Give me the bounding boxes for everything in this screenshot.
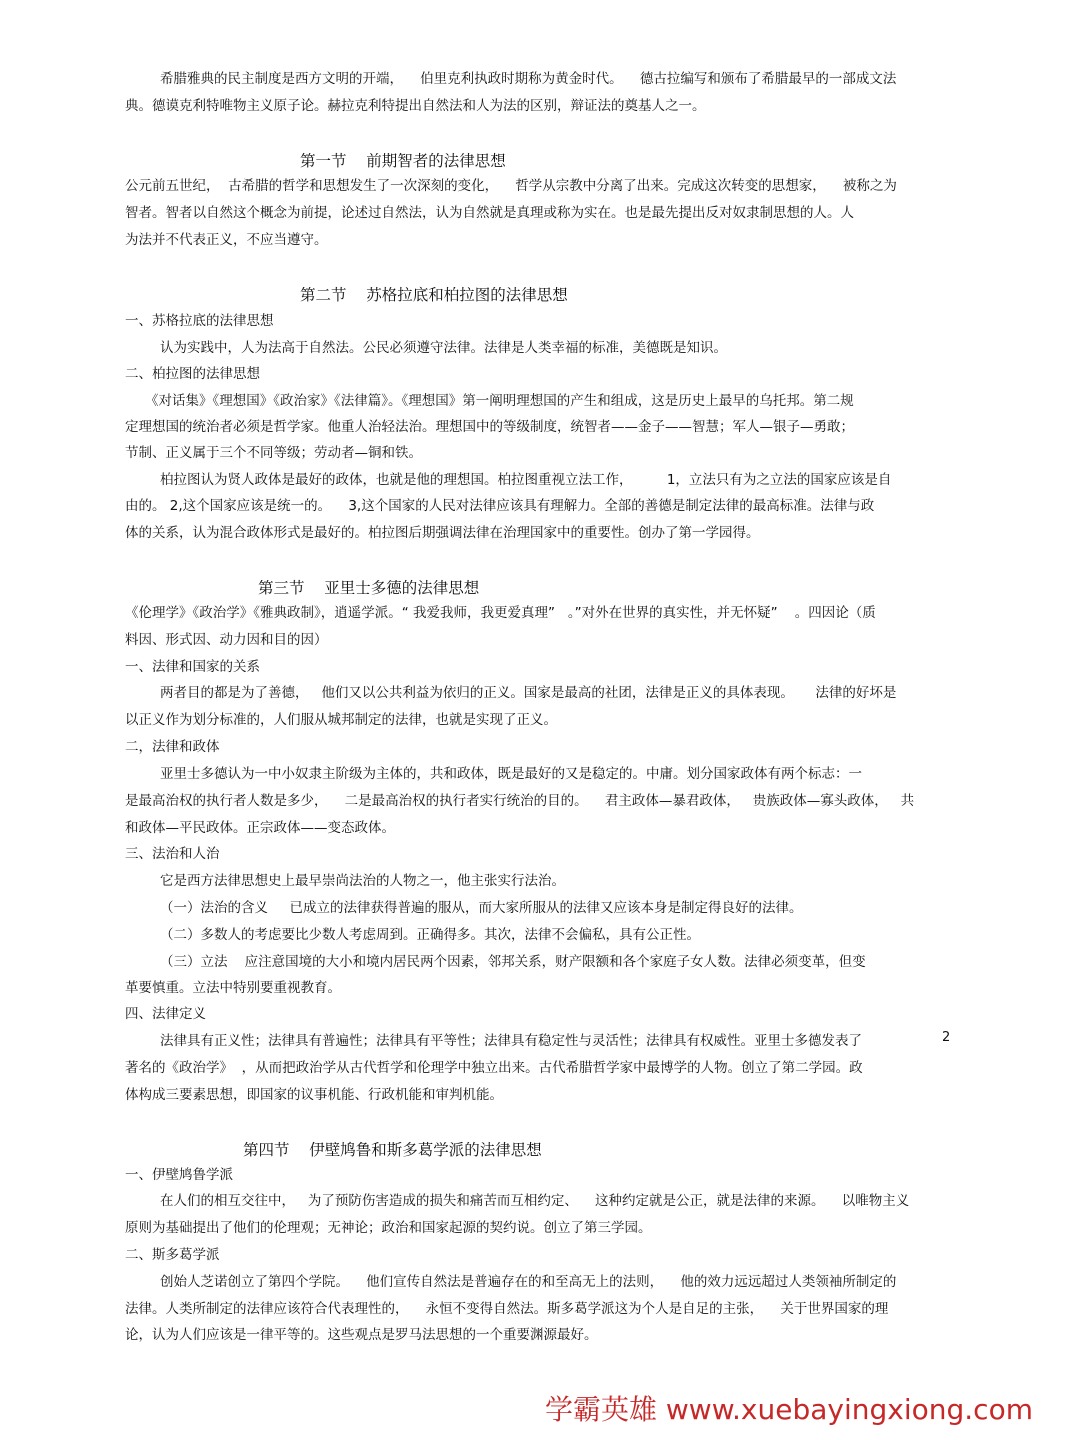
section1-line: 为法并不代表正义，不应当遵守。 — [125, 232, 328, 248]
section2-line: 节制、正义属于三个不同等级；劳动者—铜和铁。 — [125, 445, 422, 461]
section3-line: 是最高治权的执行者人数是多少， 二是最高治权的执行者实行统治的目的。 君主政体—暴君政体， 贵族政体—寡头政体， 共 — [125, 793, 915, 809]
subheading: 四、法律定义 — [125, 1006, 206, 1022]
section2-line: 认为实践中，人为法高于自然法。公民必须遵守法律。法律是人类幸福的标准，美德既是知识。 — [160, 340, 727, 356]
subheading: 二、斯多葛学派 — [125, 1247, 220, 1263]
section2-line: 柏拉图认为贤人政体是最好的政体，也就是他的理想国。柏拉图重视立法工作， 1，立法只有为之立法的国家应该是自 — [160, 472, 892, 488]
section3-line: 以正义作为划分标准的，人们服从城邦制定的法律，也就是实现了正义。 — [125, 712, 557, 728]
section3-line: （一）法治的含义 已成立的法律获得普遍的服从，而大家所服从的法律又应该本身是制定得良好的法律。 — [160, 900, 803, 916]
subheading: 二，法律和政体 — [125, 739, 220, 755]
section4-line: 法律。人类所制定的法律应该符合代表理性的， 永恒不变得自然法。斯多葛学派这为个人是自足的主张， 关于世界国家的理 — [125, 1301, 889, 1317]
section3-line: 两者目的都是为了善德， 他们又以公共利益为依归的正义。国家是最高的社团，法律是正义的具体表现。 法律的好坏是 — [160, 685, 897, 701]
section3-line: 著名的《政治学》 ，从而把政治学从古代哲学和伦理学中独立出来。古代希腊哲学家中最博学的人物。创立了第二学园。政 — [125, 1060, 863, 1076]
site-watermark: 学霸英雄 www.xuebayingxiong.com — [545, 1393, 1033, 1426]
subheading: 一、苏格拉底的法律思想 — [125, 313, 274, 329]
intro-line: 典。德谟克利特唯物主义原子论。赫拉克利特提出自然法和人为法的区别，辩证法的奠基人之一。 — [125, 98, 706, 114]
section3-line: （二）多数人的考虑要比少数人考虑周到。正确得多。其次，法律不会偏私，具有公正性。 — [160, 927, 700, 943]
section2-line: 定理想国的统治者必须是哲学家。他重人治轻法治。理想国中的等级制度，统智者——金子——智慧；军人—银子—勇敢； — [125, 419, 854, 435]
subheading: 三、法治和人治 — [125, 846, 220, 862]
intro-line: 希腊雅典的民主制度是西方文明的开端， 伯里克利执政时期称为黄金时代。 德古拉编写和颁布了希腊最早的一部成文法 — [160, 71, 897, 87]
section3-line: 亚里士多德认为一中小奴隶主阶级为主体的，共和政体，既是最好的又是稳定的。中庸。划分国家政体有两个标志：一 — [160, 766, 862, 782]
section2-line: 《对话集》《理想国》《政治家》《法律篇》。《理想国》第一阐明理想国的产生和组成，这是历史上最早的乌托邦。第二规 — [145, 393, 854, 409]
section3-line: 和政体—平民政体。正宗政体——变态政体。 — [125, 820, 395, 836]
subheading: 二、柏拉图的法律思想 — [125, 366, 260, 382]
section4-line: 在人们的相互交往中， 为了预防伤害造成的损失和痛苦而互相约定、 这种约定就是公正，就是法律的来源。 以唯物主义 — [160, 1193, 910, 1209]
section4-title: 第四节 伊壁鸠鲁和斯多葛学派的法律思想 — [243, 1141, 542, 1159]
section3-title: 第三节 亚里士多德的法律思想 — [258, 579, 480, 597]
section4-line: 论，认为人们应该是一律平等的。这些观点是罗马法思想的一个重要渊源最好。 — [125, 1327, 598, 1343]
section2-title: 第二节 苏格拉底和柏拉图的法律思想 — [300, 286, 568, 304]
section3-line: 法律具有正义性；法律具有普遍性；法律具有平等性；法律具有稳定性与灵活性；法律具有权威性。亚里士多德发表了 — [160, 1033, 862, 1049]
section4-line: 原则为基础提出了他们的伦理观；无神论；政治和国家起源的契约说。创立了第三学园。 — [125, 1220, 652, 1236]
subheading: 一、伊壁鸠鲁学派 — [125, 1167, 233, 1183]
section3-line: 革要慎重。立法中特别要重视教育。 — [125, 980, 341, 996]
section1-line: 公元前五世纪， 古希腊的哲学和思想发生了一次深刻的变化， 哲学从宗教中分离了出来。完成这次转变的思想家， 被称之为 — [125, 178, 897, 194]
section3-line: 料因、形式因、动力因和目的因） — [125, 632, 328, 648]
section2-line: 由的。 2,这个国家应该是统一的。 3,这个国家的人民对法律应该具有理解力。全部的善德是制定法律的最高标准。法律与政 — [125, 498, 875, 514]
section1-title: 第一节 前期智者的法律思想 — [300, 152, 506, 170]
section3-line: 它是西方法律思想史上最早崇尚法治的人物之一，他主张实行法治。 — [160, 873, 565, 889]
section3-line: 体构成三要素思想，即国家的议事机能、行政机能和审判机能。 — [125, 1087, 503, 1103]
page-number: 2 — [942, 1030, 951, 1045]
section2-line: 体的关系，认为混合政体形式是最好的。柏拉图后期强调法律在治理国家中的重要性。创办了第一学园得。 — [125, 525, 760, 541]
subheading: 一、法律和国家的关系 — [125, 659, 260, 675]
section3-line: 《伦理学》《政治学》《雅典政制》，逍遥学派。“ 我爱我师，我更爱真理” 。”对外在世界的真实性，并无怀疑” 。四因论（质 — [125, 605, 876, 621]
section3-line: （三）立法 应注意国境的大小和境内居民两个因素，邻邦关系，财产限额和各个家庭子女人数。法律必须变革，但变 — [160, 954, 866, 970]
section1-line: 智者。智者以自然这个概念为前提，论述过自然法，认为自然就是真理或称为实在。也是最先提出反对奴隶制思想的人。人 — [125, 205, 854, 221]
section4-line: 创始人芝诺创立了第四个学院。 他们宣传自然法是普遍存在的和至高无上的法则， 他的效力远远超过人类领袖所制定的 — [160, 1274, 897, 1290]
